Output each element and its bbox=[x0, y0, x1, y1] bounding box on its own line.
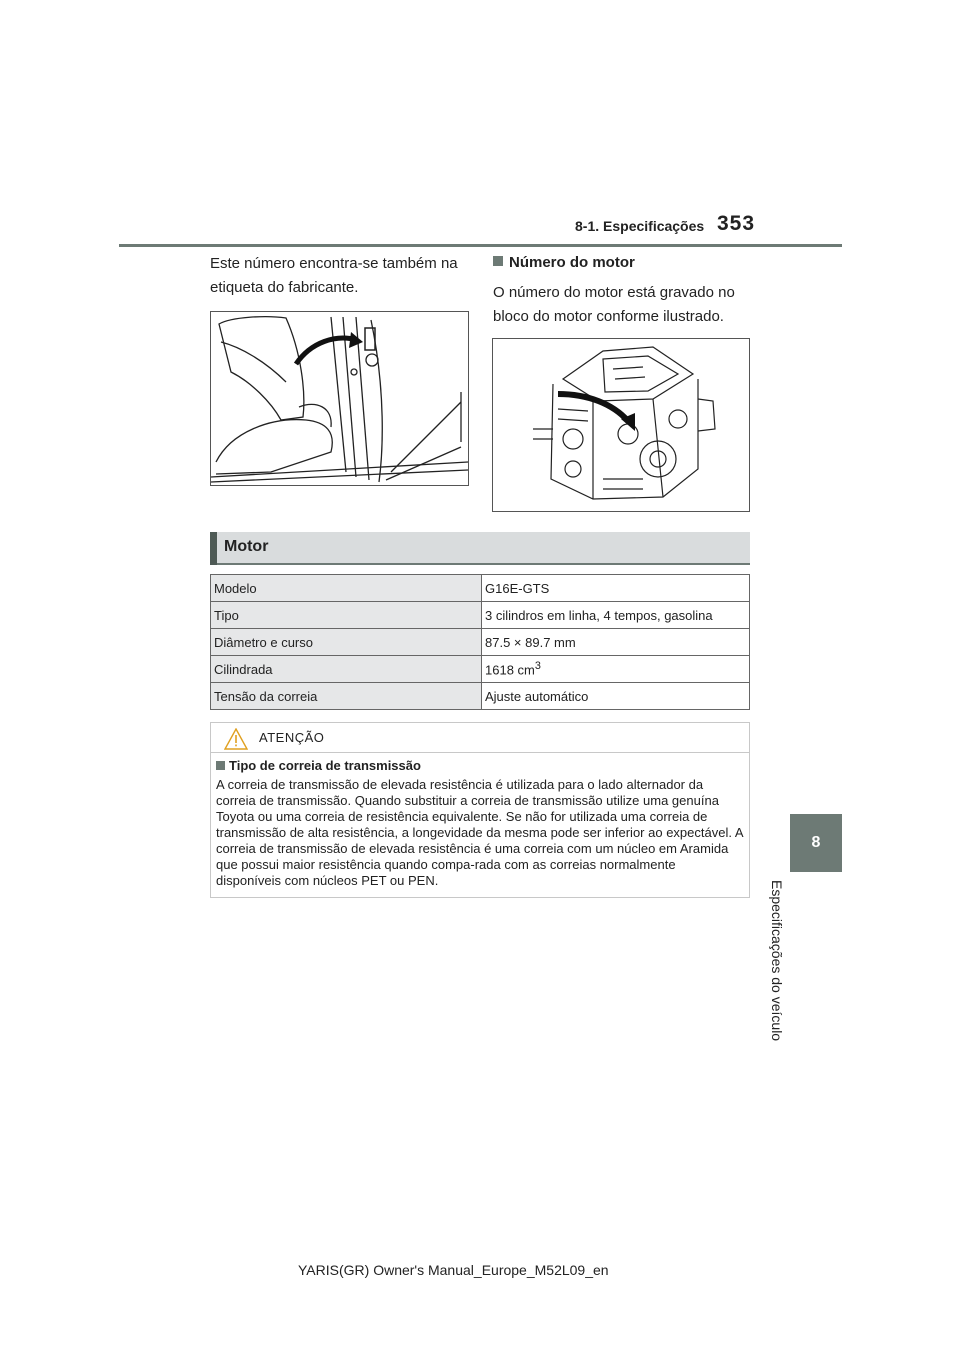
warning-text: A correia de transmissão de elevada resistência é utilizada para o lado alternador da correia de transmissão. Quando substituir a correia de transmissão utilize uma genuína Toyota ou uma correia de resistência equivalente. Se não for utilizada uma correia de transmissão de alta resistência, a longevidade da mesma pode ser inferior ao expectável. A correia de transmissão de elevada resistência é uma correia com um núcleo em Aramida que possui maior resistência quando compa-rada com as correias normalmente disponíveis com núcleos PET ou PEN. bbox=[216, 777, 743, 888]
square-bullet-icon bbox=[493, 256, 503, 266]
motor-heading: Motor bbox=[224, 538, 269, 555]
spec-key: Diâmetro e curso bbox=[211, 629, 482, 656]
door-pillar-illustration bbox=[210, 311, 469, 486]
section-title: 8-1. Especificações bbox=[575, 218, 705, 234]
motor-spec-table bbox=[210, 574, 750, 710]
spec-key: Cilindrada bbox=[211, 656, 482, 683]
spec-value-superscript: 3 bbox=[534, 660, 541, 673]
warning-triangle-icon bbox=[224, 728, 248, 755]
table-row bbox=[211, 575, 750, 602]
table-row bbox=[211, 629, 750, 656]
spec-value: Ajuste automático bbox=[482, 683, 750, 710]
table-row bbox=[211, 683, 750, 710]
spec-value: 1618 cm bbox=[485, 662, 535, 678]
table-row bbox=[211, 602, 750, 629]
spec-value-cell bbox=[482, 656, 750, 683]
door-pillar-drawing bbox=[211, 312, 468, 485]
engine-number-heading-text: Número do motor bbox=[509, 254, 635, 271]
spec-key: Tensão da correia bbox=[211, 683, 482, 710]
footer-text: YARIS(GR) Owner's Manual_Europe_M52L09_en bbox=[298, 1262, 609, 1278]
spec-value: 3 cilindros em linha, 4 tempos, gasolina bbox=[482, 602, 750, 629]
warning-label: ATENÇÃO bbox=[259, 730, 325, 745]
right-paragraph: O número do motor está gravado no bloco do motor conforme ilustrado. bbox=[493, 284, 735, 325]
left-paragraph: Este número encontra-se também na etiqueta do fabricante. bbox=[210, 255, 458, 296]
engine-block-illustration bbox=[492, 338, 750, 512]
spec-value: 87.5 × 89.7 mm bbox=[482, 629, 750, 656]
spec-value: G16E-GTS bbox=[482, 575, 750, 602]
chapter-tab bbox=[790, 814, 842, 872]
spec-key: Modelo bbox=[211, 575, 482, 602]
engine-number-heading bbox=[493, 254, 635, 271]
table-row bbox=[211, 656, 750, 683]
warning-subheading-text: Tipo de correia de transmissão bbox=[229, 758, 421, 773]
chapter-label: Especificações do veículo bbox=[769, 880, 785, 1042]
engine-drawing bbox=[493, 339, 749, 511]
header-rule bbox=[119, 244, 842, 247]
warning-subheading bbox=[216, 758, 421, 773]
page-number: 353 bbox=[717, 212, 756, 235]
square-bullet-icon bbox=[216, 761, 225, 770]
motor-heading-accent bbox=[210, 532, 217, 565]
spec-key: Tipo bbox=[211, 602, 482, 629]
motor-heading-bar bbox=[210, 532, 750, 565]
chapter-number: 8 bbox=[811, 834, 821, 851]
